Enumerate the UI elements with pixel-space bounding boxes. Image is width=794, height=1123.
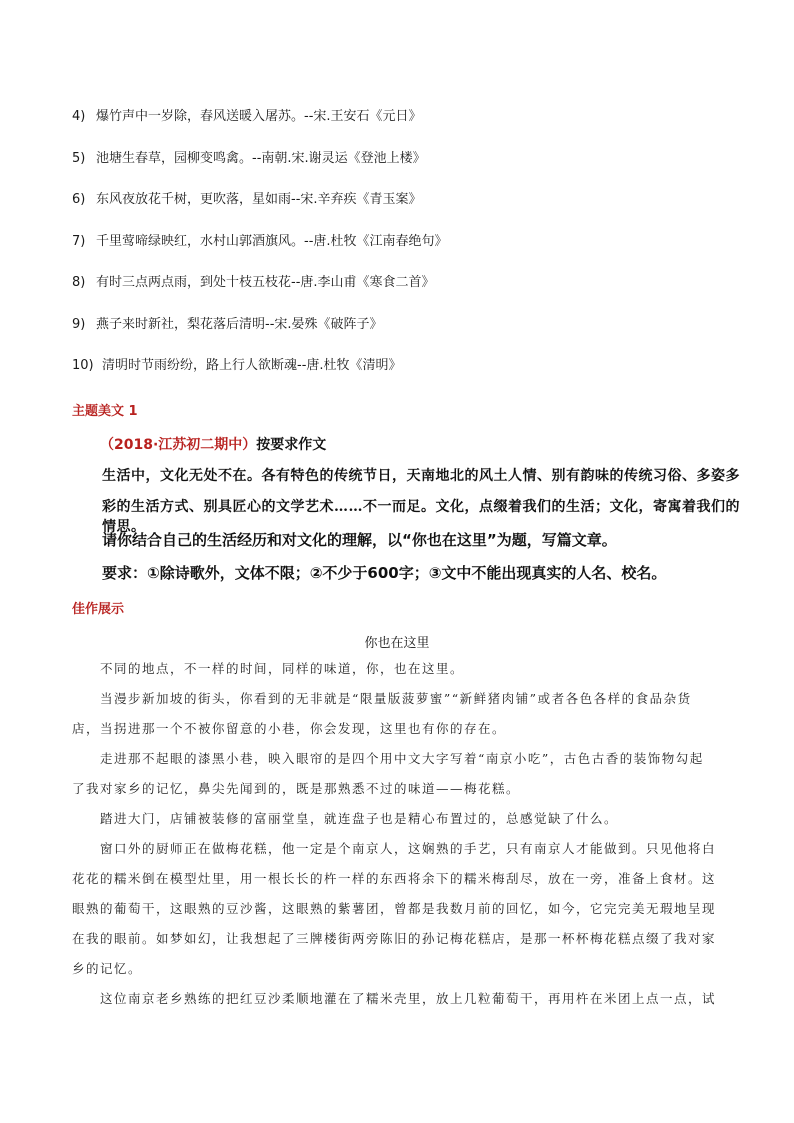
essay-line: 了我对家乡的记忆，鼻尖先闻到的，既是那熟悉不过的味道——梅花糕。 bbox=[72, 781, 521, 796]
essay-line: 走进那不起眼的漆黑小巷，映入眼帘的是四个用中文大字写着“南京小吃”，古色古香的装饰物勾起 bbox=[100, 751, 704, 766]
poem-line-6 bbox=[72, 191, 732, 209]
prompt-requirements: 要求：①除诗歌外，文体不限；②不少于600字；③文中不能出现真实的人名、校名。 bbox=[102, 564, 667, 582]
poem-text: 有时三点两点雨，到处十枝五枝花--唐.李山甫《寒食二首》 bbox=[96, 275, 435, 290]
essay-line: 这位南京老乡熟练的把红豆沙柔顺地灌在了糯米壳里，放上几粒葡萄干，再用杵在米团上点一点，试 bbox=[100, 991, 717, 1006]
essay-line: 眼熟的葡萄干，这眼熟的豆沙酱，这眼熟的紫薯团，曾都是我数月前的回忆，如今，它完完美无瑕地呈现 bbox=[72, 901, 717, 916]
essay-line: 踏进大门，店铺被装修的富丽堂皇，就连盘子也是精心布置过的，总感觉缺了什么。 bbox=[100, 811, 619, 826]
poem-number: 6) bbox=[72, 192, 86, 207]
poem-number: 4) bbox=[72, 109, 86, 124]
essay-line: 在我的眼前。如梦如幻，让我想起了三牌楼街两旁陈旧的孙记梅花糕店，是那一杯杯梅花糕点缀了我对家 bbox=[72, 931, 717, 946]
prompt-instruction: 按要求作文 bbox=[256, 437, 327, 453]
poem-text: 清明时节雨纷纷，路上行人欲断魂--唐.杜牧《清明》 bbox=[102, 358, 402, 373]
prompt-source-line bbox=[100, 434, 326, 454]
poem-line-9 bbox=[72, 316, 732, 334]
poem-line-5 bbox=[72, 150, 732, 168]
essay-title: 你也在这里 bbox=[364, 636, 430, 651]
essay-line: 店，当拐进那一个不被你留意的小巷，你会发现，这里也有你的存在。 bbox=[72, 721, 507, 736]
essay-line: 花花的糯米倒在模型灶里，用一根长长的杵一样的东西将余下的糯米梅刮尽，放在一旁，准备上食材。这 bbox=[72, 871, 717, 886]
poem-text: 爆竹声中一岁除，春风送暖入屠苏。--宋.王安石《元日》 bbox=[96, 109, 422, 124]
section-heading-theme-essay: 主题美文 1 bbox=[72, 404, 138, 419]
essay-line: 乡的记忆。 bbox=[72, 961, 143, 976]
prompt-task: 请你结合自己的生活经历和对文化的理解，以“你也在这里”为题，写篇文章。 bbox=[102, 531, 617, 549]
poem-line-4 bbox=[72, 108, 732, 126]
essay-line: 不同的地点，不一样的时间，同样的味道，你，也在这里。 bbox=[100, 661, 465, 676]
poem-line-7 bbox=[72, 233, 732, 251]
poem-text: 燕子来时新社，梨花落后清明--宋.晏殊《破阵子》 bbox=[96, 317, 383, 332]
poem-number: 8) bbox=[72, 275, 86, 290]
poem-number: 9) bbox=[72, 317, 86, 332]
poem-number: 5) bbox=[72, 151, 86, 166]
poem-line-8 bbox=[72, 274, 732, 292]
essay-line: 当漫步新加坡的街头，你看到的无非就是“限量版菠萝蜜”“新鲜猪肉铺”或者各色各样的食品杂货 bbox=[100, 691, 692, 706]
prompt-material-line-1: 生活中，文化无处不在。各有特色的传统节日，天南地北的风土人情、别有韵味的传统习俗、多姿多 bbox=[102, 468, 740, 484]
poem-number: 7) bbox=[72, 234, 86, 249]
section-heading-showcase: 佳作展示 bbox=[72, 602, 125, 617]
prompt-source: （2018·江苏初二期中） bbox=[100, 437, 257, 453]
essay-body bbox=[72, 654, 724, 1014]
essay-line: 窗口外的厨师正在做梅花糕，他一定是个南京人，这娴熟的手艺，只有南京人才能做到。只见他将白 bbox=[100, 841, 717, 856]
prompt-material-line-2: 彩的生活方式、别具匠心的文学艺术……不一而足。文化，点缀着我们的生活；文化，寄寓着我们的情思。 bbox=[102, 499, 740, 535]
poem-text: 千里莺啼绿映红，水村山郭酒旗风。--唐.杜牧《江南春绝句》 bbox=[96, 234, 448, 249]
poem-number: 10) bbox=[72, 358, 94, 373]
poem-line-10 bbox=[72, 357, 732, 375]
poem-text: 东风夜放花千树，更吹落，星如雨--宋.辛弃疾《青玉案》 bbox=[96, 192, 422, 207]
poem-text: 池塘生春草，园柳变鸣禽。--南朝.宋.谢灵运《登池上楼》 bbox=[96, 151, 426, 166]
